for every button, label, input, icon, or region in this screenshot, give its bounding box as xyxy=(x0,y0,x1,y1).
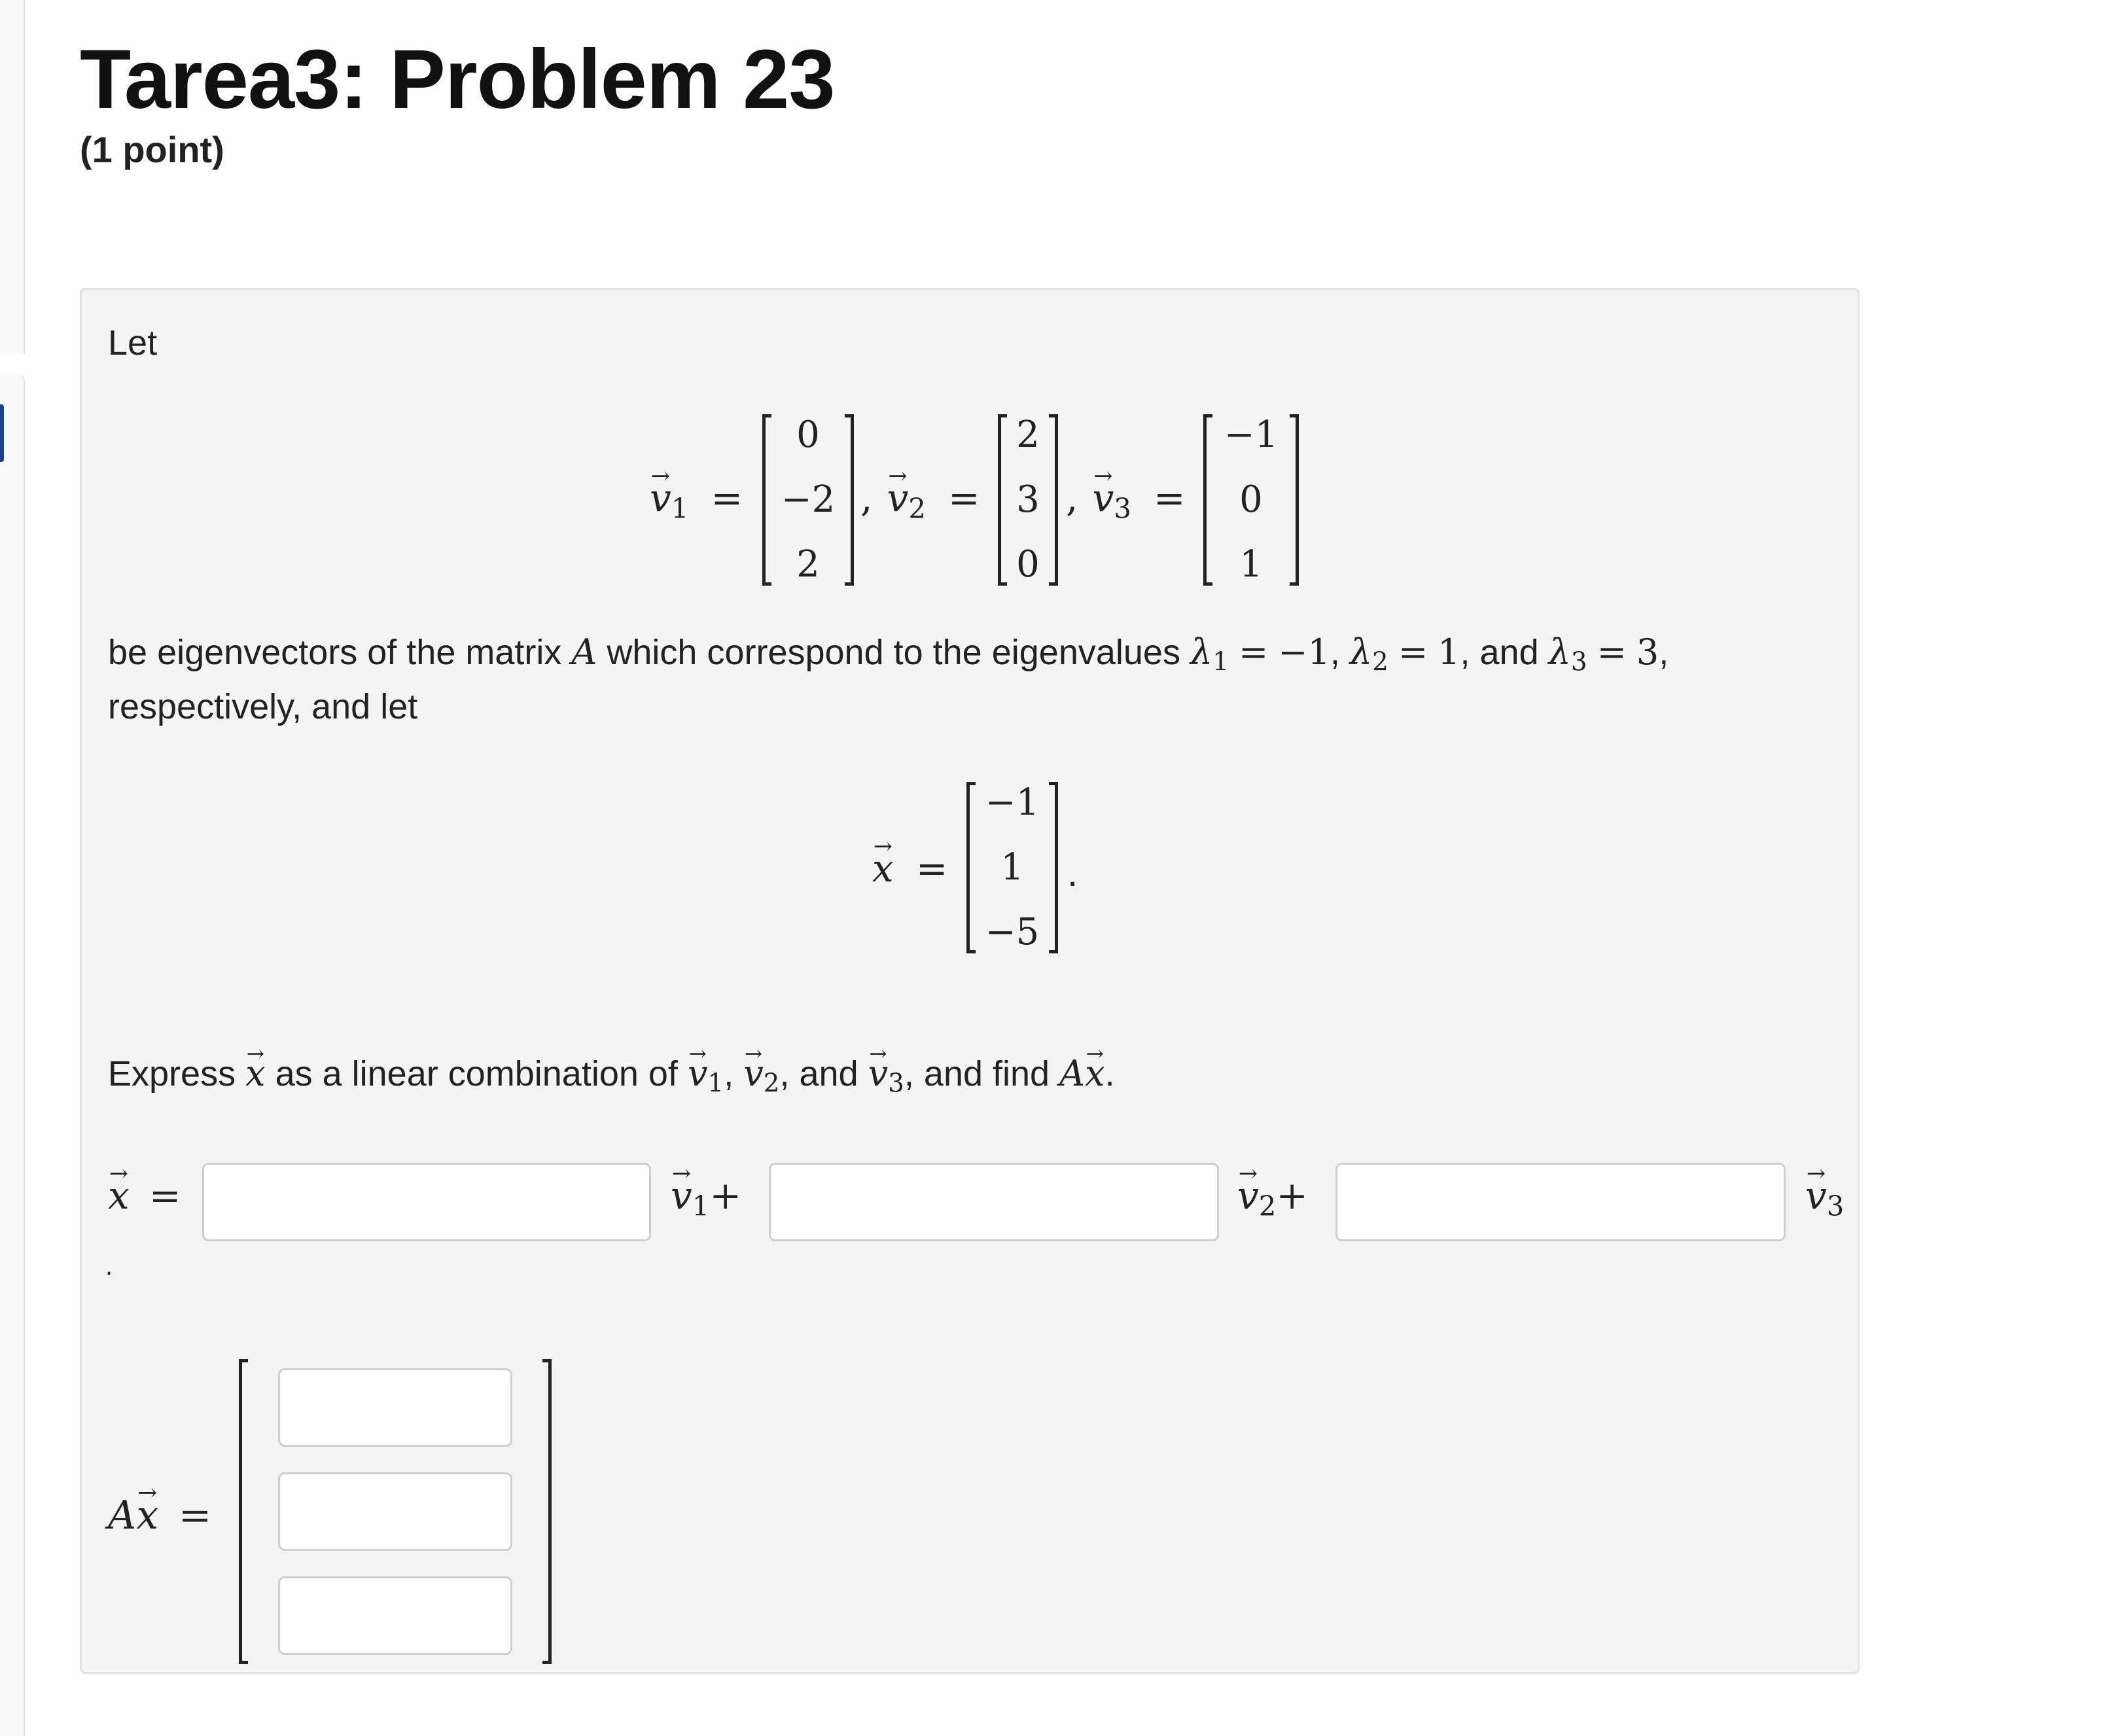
answer-x-label: → x = xyxy=(108,1173,181,1218)
v2-entry: 2 xyxy=(1016,414,1040,456)
express-instruction: Express → x as a linear combination of → $v_1$, → $v_2$, and → $v_3$, and find A→ x. xyxy=(108,1053,1115,1099)
Ax-matrix xyxy=(239,1359,552,1664)
x-label: → x = xyxy=(872,846,947,891)
v2-entry: 3 xyxy=(1016,478,1040,521)
v1-label: → $v_1$ = xyxy=(650,476,743,524)
x-matrix xyxy=(966,782,1058,953)
coefficient-v1-input[interactable] xyxy=(202,1163,651,1241)
page-title: Tarea3: Problem 23 xyxy=(80,33,835,126)
nav-marker[interactable] xyxy=(0,404,4,462)
coefficient-v3-input[interactable] xyxy=(1335,1163,1786,1241)
x-entry: −1 xyxy=(985,781,1040,824)
problem-body xyxy=(80,288,1860,1674)
x-entry: 1 xyxy=(1000,846,1024,889)
left-rail-top xyxy=(0,0,25,353)
x-entry: −5 xyxy=(985,911,1040,953)
v1-entry: 2 xyxy=(796,543,820,586)
eigen-description-line2: respectively, and let xyxy=(108,687,418,726)
intro-text: Let xyxy=(108,323,158,363)
v3-entry: −1 xyxy=(1224,414,1279,456)
v3-label: , → $v_3$ = xyxy=(1066,476,1186,524)
eigen-description: be eigenvectors of the matrix A which correspond to the eigenvalues $\lambda_1 = -1$, $\lambda_2 = 1$, and $\lambda_3 = 3$, xyxy=(108,631,1669,677)
v1-entry: −2 xyxy=(781,478,836,521)
Ax-entry-1-input[interactable] xyxy=(278,1368,512,1447)
trailing-period: . xyxy=(105,1252,113,1281)
v1-matrix xyxy=(762,414,854,586)
problem-points: (1 point) xyxy=(80,129,224,170)
Ax-entry-3-input[interactable] xyxy=(278,1576,512,1655)
Ax-entry-2-input[interactable] xyxy=(278,1472,512,1551)
v2-matrix xyxy=(998,414,1058,586)
v3-entry: 1 xyxy=(1239,543,1263,586)
v2-entry: 0 xyxy=(1016,543,1040,586)
v2-label: , → $v_2$ = xyxy=(860,476,980,524)
x-period: . xyxy=(1067,852,1078,895)
Ax-label: A→ x = xyxy=(108,1493,211,1538)
v1-entry: 0 xyxy=(796,414,820,456)
v3-entry: 0 xyxy=(1239,478,1263,521)
coefficient-v2-input[interactable] xyxy=(769,1163,1219,1241)
v3-matrix xyxy=(1203,414,1299,586)
left-rail-bottom xyxy=(0,373,25,1736)
v2-plus-label: → $v_2+$ xyxy=(1237,1173,1308,1222)
v1-plus-label: → $v_1+$ xyxy=(671,1173,741,1222)
v3-label-end: → $v_3$ xyxy=(1805,1173,1844,1222)
